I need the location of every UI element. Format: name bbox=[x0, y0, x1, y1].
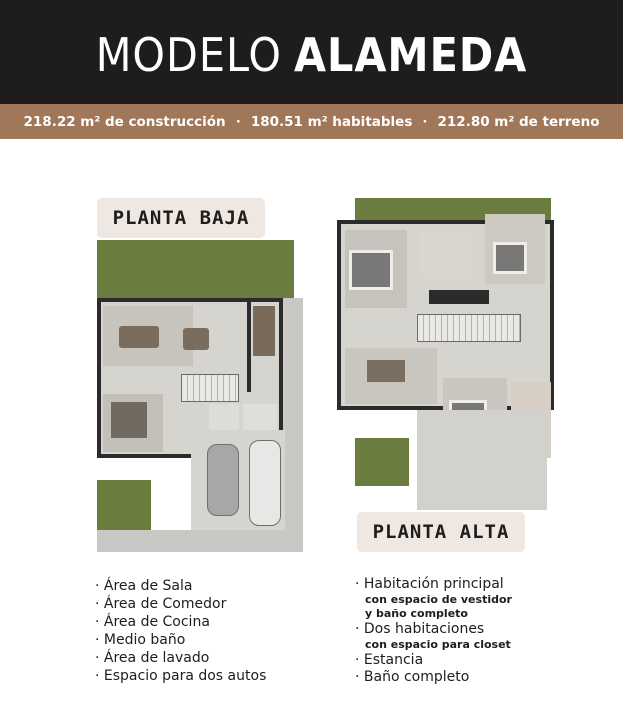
rear-walkway bbox=[97, 530, 303, 552]
planta-baja-label: PLANTA BAJA bbox=[97, 198, 265, 238]
separator: · bbox=[422, 113, 428, 130]
feature-dos-habitaciones: · Dos habitaciones bbox=[355, 621, 485, 637]
car-white bbox=[249, 440, 281, 526]
construction-area: 218.22 m² de construcción bbox=[23, 113, 226, 130]
planta-baja-features bbox=[95, 577, 266, 685]
planta-baja-plan bbox=[97, 240, 303, 552]
habitable-area: 180.51 m² habitables bbox=[250, 113, 413, 130]
feature-comedor: · Área de Comedor bbox=[95, 596, 227, 612]
feature-cocina: · Área de Cocina bbox=[95, 614, 210, 630]
family-room-rug bbox=[367, 360, 405, 382]
feature-bano-completo: · Baño completo bbox=[355, 669, 470, 685]
land-area: 212.80 m² de terreno bbox=[437, 113, 600, 130]
feature-lavado: · Área de lavado bbox=[95, 650, 210, 666]
stairs bbox=[181, 374, 239, 402]
header bbox=[0, 0, 623, 104]
separator: · bbox=[235, 113, 241, 130]
page-title bbox=[96, 28, 528, 82]
master-bed bbox=[349, 250, 393, 290]
front-garden bbox=[97, 240, 294, 298]
planta-alta-features bbox=[355, 576, 512, 686]
feature-dos-habitaciones-detail: con espacio para closet bbox=[365, 638, 511, 651]
rear-garden bbox=[97, 480, 151, 530]
dining-table bbox=[119, 326, 159, 348]
upper-stairs bbox=[417, 314, 521, 342]
upper-rear-garden bbox=[355, 438, 409, 486]
interior-wall bbox=[247, 302, 251, 392]
planta-alta-label: PLANTA ALTA bbox=[357, 512, 525, 552]
walk-in-closet bbox=[419, 232, 471, 278]
title-light: MODELO bbox=[95, 28, 282, 82]
title-bold: ALAMEDA bbox=[293, 28, 528, 82]
feature-medio-bano: · Medio baño bbox=[95, 632, 186, 648]
kitchen-table bbox=[183, 328, 209, 350]
planta-alta-plan bbox=[337, 198, 564, 510]
car-gray bbox=[207, 444, 239, 516]
area-band bbox=[0, 104, 623, 139]
kitchen-counter bbox=[253, 306, 275, 356]
feature-estancia: · Estancia bbox=[355, 652, 424, 668]
feature-habitacion-principal: · Habitación principal bbox=[355, 576, 504, 592]
feature-habitacion-principal-detail: con espacio de vestidor bbox=[365, 593, 512, 606]
bedroom-two-bed bbox=[493, 242, 527, 274]
living-rug bbox=[111, 402, 147, 438]
feature-sala: · Área de Sala bbox=[95, 578, 193, 594]
upper-rear-walkway bbox=[417, 410, 547, 510]
feature-habitacion-principal-detail-2: y baño completo bbox=[365, 607, 468, 620]
feature-autos: · Espacio para dos autos bbox=[95, 668, 267, 684]
upper-kitchen-block bbox=[429, 290, 489, 304]
